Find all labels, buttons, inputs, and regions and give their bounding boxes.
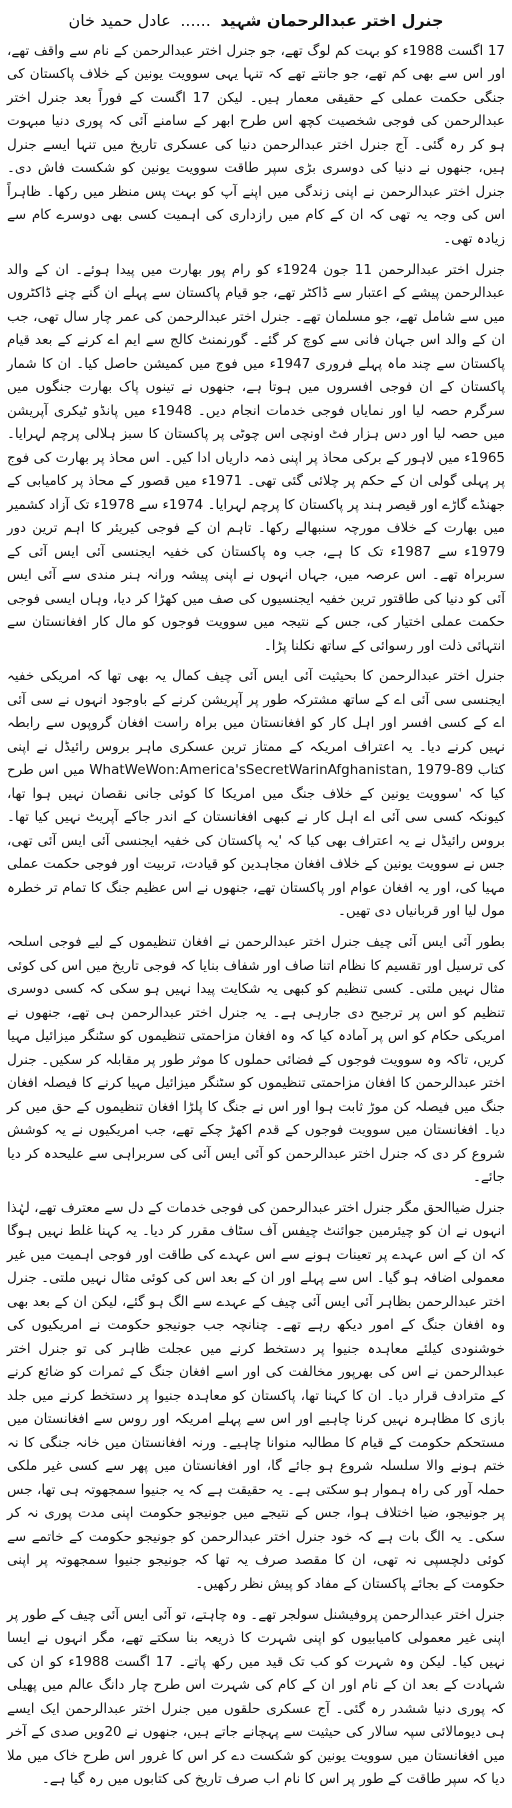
title-separator: ...... [180,11,211,30]
article-paragraph: جنرل اختر عبدالرحمن کا بحیثیت آئی ایس آئی چیف کمال یہ بھی تھا کہ امریکی خفیہ ایجنسی سی آئی اے کے ساتھ مشترکہ طور پر آپریشن کرنے کے باوجود انہوں نے سی آئی اے کے کسی افسر اور اہل کار کو افغانستان میں براہ راست افغان گروپوں سے رابطہ نہیں کرنے دیا۔ یہ اعتراف امریکہ کے ممتاز ترین عسکری ماہر بروس رائیڈل نے اپنی کتاب WhatWeWon:America'sSecretWarinAfghanistan, 1979-89 میں اس طرح کیا کہ 'سوویت یونین کے خلاف جنگ میں امریکا کا کوئی جانی نقصان نہیں ہوا تھا، کیونکہ کسی سی آئی اے اہل کار نے کبھی افغانستان کے اندر جاکے آپریٹ نہیں کیا تھا۔ بروس رائیڈل نے یہ اعتراف بھی کیا کہ 'یہ پاکستان کی خفیہ ایجنسی آئی ایس آئی تھی، جس نے سوویت یونین کے خلاف افغان مجاہدین کو قیادت، تربیت اور فوجی حکمت عملی مہیا کی، اور یہ افغان عوام اور پاکستان تھے، جنھوں نے اس عظیم جنگ کا تمام تر خطرہ مول لیا اور قربانیاں دی تھیں۔ [7,668,506,920]
article-paragraph: 17 اگست 1988ء کو بہت کم لوگ تھے، جو جنرل اختر عبدالرحمن کے نام سے واقف تھے، اور اس سے بھی کم تھے، جو جانتے تھے کہ تنہا یہی سوویت یونین کے خلاف پاکستان کی جنگی حکمت عملی کے حقیقی معمار ہیں۔ لیکن 17 اگست کے فوراً بعد جنرل اختر عبدالرحمن کی فوجی شخصیت کچھ اس طرح ابھر کے سامنے آئی کہ پوری دنیا مبہوت ہو کر رہ گئی۔ آج جنرل اختر عبدالرحمن دنیا کی عسکری تاریخ میں تنہا ایسے جنرل ہیں، جنھوں نے دنیا کی دوسری بڑی سپر طاقت سوویت یونین کو شکست فاش دی۔ جنرل اختر عبدالرحمن نے اپنی زندگی میں اپنے آپ کو بہت پس منظر میں رکھا۔ ظاہراً اس کی وجہ یہ تھی کہ ان کے کام میں رازداری کی اہمیت کسی بھی دوسرے کام سے زیادہ تھی۔ [7,43,505,247]
headline: جنرل اختر عبدالرحمان شہید [220,11,444,30]
article-paragraph: بطور آئی ایس آئی چیف جنرل اختر عبدالرحمن نے افغان تنظیموں کے لیے فوجی اسلحہ کی ترسیل اور تقسیم کا نظام اتنا صاف اور شفاف بنایا کہ فوجی تاریخ میں اس کی کوئی مثال نہیں ملتی۔ کسی تنظیم کو کبھی یہ شکایت پیدا نہیں ہو سکی کہ کسی دوسری تنظیم کو اس پر ترجیح دی جارہی ہے۔ یہ جنرل اختر عبدالرحمن ہی تھے، جنھوں نے امریکی حکام کو اس پر آمادہ کیا کہ وہ افغان مزاحمتی تنظیموں کو سٹنگر میزائیل مہیا کریں، تاکہ وہ سوویت فوجوں کے فضائی حملوں کا موثر طور پر مقابلہ کر سکیں۔ جنرل اختر عبدالرحمن کا افغان مزاحمتی تنظیموں کو سٹنگر میزائیل مہیا کرنے کا فیصلہ افغان جنگ میں فیصلہ کن موڑ ثابت ہوا اور اس نے جنگ کا پلڑا افغان تنظیموں کے حق میں کر دیا۔ افغانستان میں سوویت فوجوں کے قدم اکھڑ چکے تھے، جب امریکیوں نے یہ کوشش شروع کر دی کہ جنرل اختر عبدالرحمن کو آئی ایس آئی کی سربراہی سے علیحدہ کر دیا جائے۔ [6,934,505,1186]
column-header [7,6,505,40]
article-paragraph: جنرل اختر عبدالرحمن 11 جون 1924ء کو رام پور بھارت میں پیدا ہوئے۔ ان کے والد عبدالرحمن پیشے کے اعتبار سے ڈاکٹر تھے، جو قیام پاکستان سے پہلے ان گنے چنے ڈاکٹروں میں سے شامل تھے، جو مسلمان تھے۔ جنرل اختر عبدالرحمن کی عمر چار سال تھی، جب ان کے والد اس جہان فانی سے کوچ کر گئے۔ گورنمنٹ کالج سے ایم اے کرنے کے بعد قیام پاکستان سے چند ماہ پہلے فروری 1947ء میں فوج میں کمیشن حاصل کیا۔ ان کا شمار پاکستان کے ان فوجی افسروں میں ہوتا ہے، جنھوں نے تینوں پاک بھارت جنگوں میں سرگرم حصہ لیا اور نمایاں فوجی خدمات انجام دیں۔ 1948ء میں پانڈو ٹیکری آپریشن میں حصہ لیا اور دس ہزار فٹ اونچی اس چوٹی پر پاکستان کا سبز ہلالی پرچم لہرایا۔ 1965ء میں لاہور کے برکی محاذ پر اپنی ذمہ داریاں ادا کیں۔ اس محاذ پر بھارت کی فوج پر پہلی گولی ان کے حکم پر چلائی گئی تھی۔ 1971ء میں قصور کے محاذ پر کامیابی کے جھنڈے گاڑے اور قیصر ہند پر پاکستان کا پرچم لہرایا۔ 1974ء سے 1978ء تک آزاد کشمیر میں بھارت کے خلاف مورچہ سنبھالے رکھا۔ تاہم ان کے فوجی کیریئر کا اہم ترین دور 1979ء سے 1987ء تک کا ہے، جب وہ پاکستان کی خفیہ ایجنسی آئی ایس آئی کے سربراہ تھے۔ اس عرصہ میں، جہاں انہوں نے اپنی پیشہ ورانہ ہنر مندی سے آئی ایس آئی کو دنیا کی طاقتور ترین خفیہ ایجنسیوں کی صف میں کھڑا کر دیا، وہاں ایسی فوجی حکمت عملی اختیار کی، جس کے نتیجہ میں سوویت فوجوں کو مال کار افغانستان سے انتہائی ذلت اور رسوائی کے ساتھ نکلنا پڑا۔ [7,261,506,654]
article-paragraph: جنرل اختر عبدالرحمن پروفیشنل سولجر تھے۔ وہ چاہتے، تو آئی ایس آئی چیف کے طور پر اپنی غیر معمولی کامیابیوں کو اپنی شہرت کا ذریعہ بنا سکتے تھے، مگر انہوں نے ایسا نہیں کیا۔ لیکن وہ شہرت کو کب تک قید میں رکھ پاتے۔ 17 اگست 1988ء کو ان کی شہادت کے بعد ان کے نام اور ان کے کام کی شہرت اس طرح چار دانگ عالم میں پھیلی کہ پوری دنیا ششدر رہ گئی۔ آج عسکری حلقوں میں جنرل اختر عبدالرحمن ایک ایسے ہی دیومالائی سپہ سالار کی حیثیت سے پہچانے جاتے ہیں، جنھوں نے 20ویں صدی کے آخر میں افغانستان میں سوویت یونین کو شکست دے کر اس کا غرور اس طرح خاک میں ملا دیا کہ سپر طاقت کے طور پر اس کا نام اب صرف تاریخ کی کتابوں میں رہ گیا ہے۔ [7,1606,505,1787]
article-body [7,40,505,1791]
author-name: عادل حمید خان [68,11,171,30]
article-paragraph: جنرل ضیاالحق مگر جنرل اختر عبدالرحمن کی فوجی خدمات کے دل سے معترف تھے، لہٰذا انہوں نے ان کو چیئرمین جوائنٹ چیفس آف سٹاف مقرر کر دیا۔ یہ کہنا غلط نہیں ہوگا کہ ان کے اس عہدے پر تعینات ہونے سے اس عہدے کی طاقت اور فوجی اہمیت میں غیر معمولی اضافہ ہو گیا۔ اس سے پہلے اور ان کے بعد اس کی کوئی مثال نہیں ملتی۔ جنرل اختر عبدالرحمن بظاہر آئی ایس آئی چیف کے عہدے سے الگ ہو گئے، لیکن ان کے بعد بھی وہ افغان جنگ کے امور دیکھ رہے تھے۔ چنانچہ جب جونیجو حکومت نے امریکیوں کی خوشنودی کیلئے معاہدہ جنیوا پر دستخط کرنے میں عجلت ظاہر کی تو جنرل اختر عبدالرحمن نے اس کی بھرپور مخالفت کی اور اسے افغان جنگ کے ثمرات کو ضائع کرنے کے مترادف قرار دیا۔ ان کا کہنا تھا، پاکستان کو معاہدہ جنیوا پر دستخط کرنے میں جلد بازی کا مظاہرہ نہیں کرنا چاہیے اور اس سے پہلے امریکہ اور روس سے افغانستان میں مستحکم حکومت کے قیام کا مطالبہ منوانا چاہیے۔ ورنہ افغانستان میں خانہ جنگی کا نہ ختم ہونے والا سلسلہ شروع ہو جائے گا، اور افغانستان میں پھر سے کسی غیر ملکی حملہ آور کی راہ ہموار ہو سکتی ہے۔ یہ حقیقت ہے کہ یہ جنیوا سمجھوتہ ہی تھا، جس پر جونیجو، ضیا اختلاف ہوا، جس کے نتیجے میں جونیجو حکومت اپنی مدت پوری نہ کر سکی۔ یہ الگ بات ہے کہ خود جنرل اختر عبدالرحمن کو جونیجو حکومت کے خاتمے سے کوئی دلچسپی نہ تھی، ان کا مقصد صرف یہ تھا کہ جونیجو جنیوا سمجھوتہ پر اپنی حکومت کے بجائے پاکستان کے مفاد کو پیش نظر رکھیں۔ [7,1199,505,1592]
